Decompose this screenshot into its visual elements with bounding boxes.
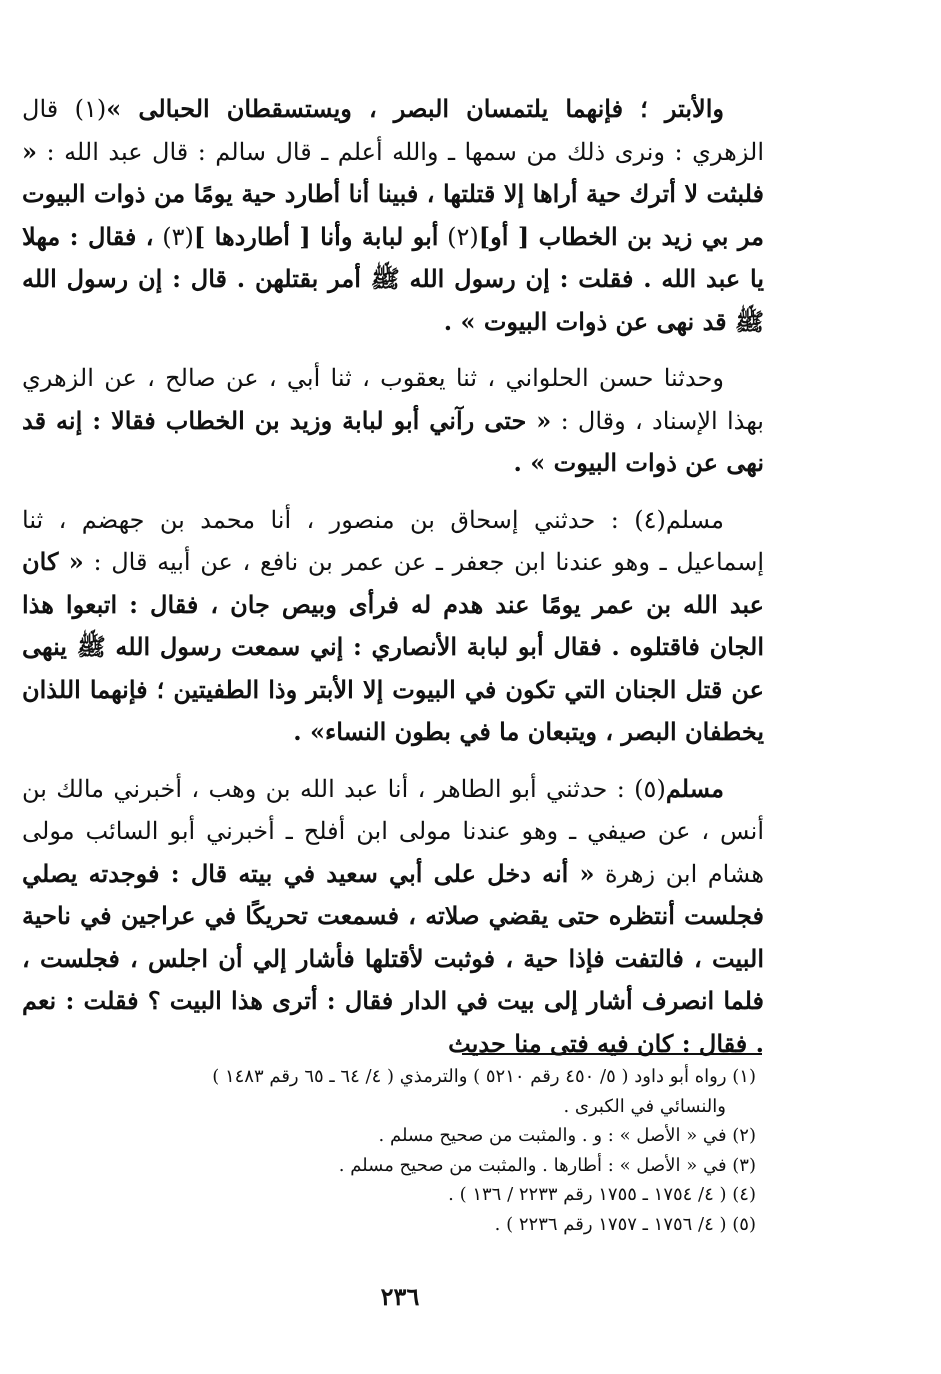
page-number: ٢٣٦ (380, 1282, 420, 1311)
text-segment: والأبتر ؛ فإنهما يلتمسان البصر ، ويستسقطان الحبالى » (106, 94, 725, 123)
page-body (22, 88, 764, 1079)
text-segment: وحدثنا حسن الحلواني ، ثنا يعقوب ، ثنا أبي ، عن صالح ، عن الزهري بهذا الإسناد ، وقال : (22, 364, 764, 435)
footnotes (22, 1062, 764, 1239)
text-segment: « أنه دخل على أبي سعيد في بيته قال : فوجدته يصلي فجلست أنتظره حتى يقضي صلاته ، فسمعت تحريكًا في عراجين في ناحية البيت ، فالتفت فإذا حية ، فوثبت لأقتلها فأشار إلي أن اجلس ، فجلست ، فلما انصرف أشار إلى بيت في الدار فقال : أترى هذا البيت ؟ فقلت : نعم . فقال : كان فيه فتى منا حديث (22, 858, 764, 1058)
text-segment: (١) قال الزهري : ونرى ذلك من سمها ـ والله أعلم ـ قال سالم : قال عبد الله : (22, 95, 764, 166)
footnote-1-continuation: والنسائي في الكبرى . (563, 1095, 726, 1117)
text-segment: (٥) : حدثني أبو الطاهر ، أنا عبد الله بن وهب ، أخبرني مالك بن أنس ، عن صيفي ـ وهو عندنا مولى ابن أفلح ـ أخبرني أبو السائب مولى هشام ابن زهرة (22, 774, 764, 888)
paragraph-2 (22, 357, 764, 485)
paragraph-1 (22, 88, 764, 343)
paragraph-4 (22, 768, 764, 1066)
text-segment: « كان عبد الله بن عمر يومًا عند هدم له فرأى وبيص جان ، فقال : اتبعوا هذا الجان فاقتلوه . فقال أبو لبابة الأنصاري : إني سمعت رسول الله ﷺ ينهى عن قتل الجنان التي تكون في البيوت إلا الأبتر وذا الطفيتين ؛ فإنهما اللذان يخطفان البصر ، ويتبعان ما في بطون النساء» . (22, 547, 764, 746)
text-segment: مسلم (665, 773, 724, 803)
footnote-5: (٥) ( ٤/ ١٧٥٦ ـ ١٧٥٧ رقم ٢٢٣٦ ) . (494, 1213, 756, 1235)
text-segment: أبو لبابة وأنا [ أطاردها ] (193, 221, 439, 251)
footnote-2: (٢) في « الأصل » : و . والمثبت من صحيح مسلم . (378, 1125, 756, 1146)
text-segment: « حتى رآني أبو لبابة وزيد بن الخطاب فقالا : إنه قد نهى عن ذوات البيوت » . (22, 405, 764, 477)
footnote-4: (٤) ( ٤/ ١٧٥٤ ـ ١٧٥٥ رقم ٢٢٣٣ / ١٣٦ ) . (448, 1184, 756, 1205)
paragraph-3 (22, 499, 764, 754)
text-segment: ، فقال : مهلا يا عبد الله . فقلت : إن رسول الله ﷺ أمر بقتلهن . قال : إن رسول الله ﷺ قد نهى عن ذوات البيوت » . (22, 221, 764, 336)
footnote-1: (١) رواه أبو داود ( ٥/ ٤٥٠ رقم ٥٢١٠ ) والترمذي ( ٤/ ٦٤ ـ ٦٥ رقم ١٤٨٣ ) (212, 1066, 756, 1087)
footnote-separator (462, 1053, 762, 1055)
text-segment: « فلبثت لا أترك حية أراها إلا قتلتها ، فبينا أنا أطارد حية يومًا من ذوات البيوت مر بي زيد بن الخطاب [ أو] (22, 136, 765, 251)
text-segment: مسلم(٤) : حدثني إسحاق بن منصور ، أنا محمد بن جهضم ، ثنا إسماعيل ـ وهو عندنا ابن جعفر ـ عن عمر بن نافع ، عن أبيه قال : (22, 505, 765, 576)
footnote-marker: (٢) (438, 222, 479, 251)
footnote-3: (٣) في « الأصل » : أطارها . والمثبت من صحيح مسلم . (338, 1154, 756, 1176)
footnote-marker: (٣) (153, 222, 194, 251)
